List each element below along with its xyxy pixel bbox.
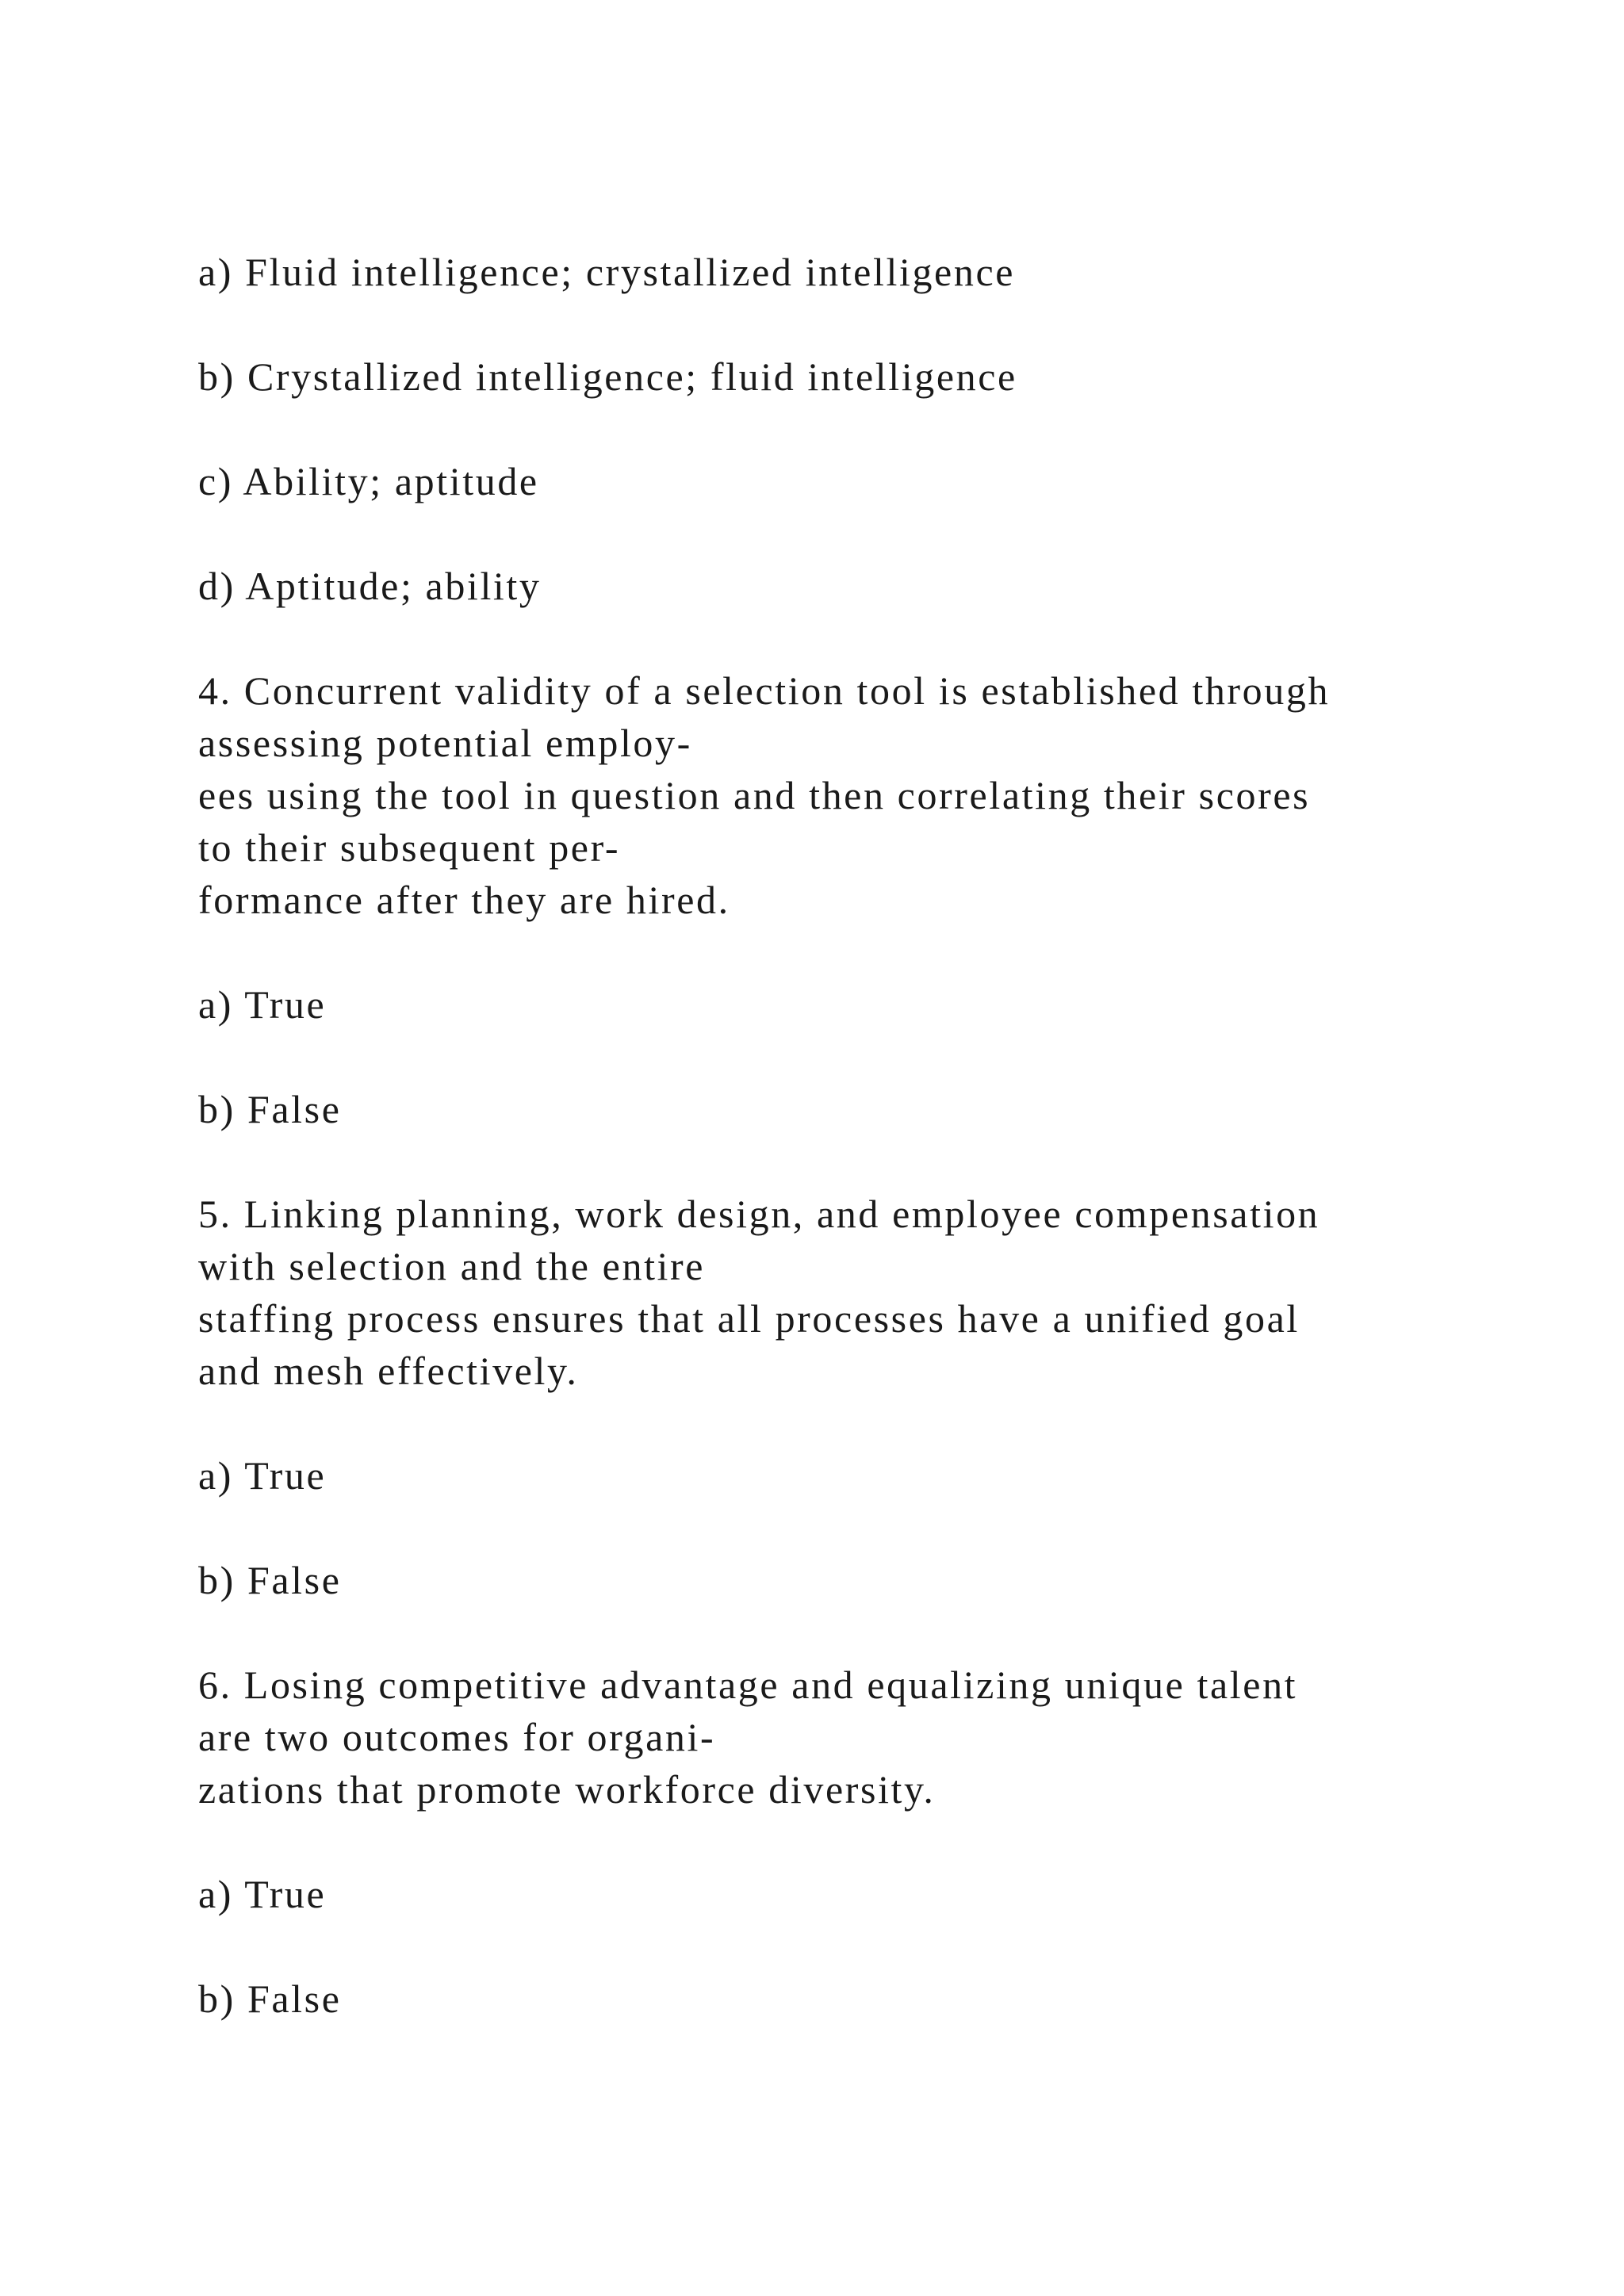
question-5-text <box>198 1188 1546 1397</box>
q6-option-b: b) False <box>198 1976 342 2021</box>
question-6-line: 6. Losing competitive advantage and equalizing unique talent <box>198 1663 1298 1707</box>
q3-option-d: d) Aptitude; ability <box>198 564 542 608</box>
question-6-line: are two outcomes for organi- <box>198 1715 716 1759</box>
question-4-line: to their subsequent per- <box>198 825 621 870</box>
q5-option-a: a) True <box>198 1453 327 1498</box>
q3-option-a: a) Fluid intelligence; crystallized intelligence <box>198 250 1016 294</box>
question-4-line: 4. Concurrent validity of a selection tool is established through <box>198 668 1331 713</box>
q3-option-b: b) Crystallized intelligence; fluid intelligence <box>198 354 1017 399</box>
question-4-text <box>198 664 1546 926</box>
document-body <box>198 246 1546 2077</box>
q3-option-c: c) Ability; aptitude <box>198 459 539 503</box>
question-4-line: formance after they are hired. <box>198 878 730 922</box>
question-6-line: zations that promote workforce diversity. <box>198 1767 936 1812</box>
q5-option-b: b) False <box>198 1558 342 1602</box>
question-5-line: 5. Linking planning, work design, and employee compensation <box>198 1192 1320 1236</box>
question-5-line: staffing process ensures that all processes have a unified goal <box>198 1296 1300 1341</box>
question-4-line: assessing potential employ- <box>198 721 692 765</box>
q6-option-a: a) True <box>198 1872 327 1916</box>
question-5-line: and mesh effectively. <box>198 1349 579 1393</box>
question-4-line: ees using the tool in question and then correlating their scores <box>198 773 1311 817</box>
q4-option-b: b) False <box>198 1087 342 1131</box>
question-5-line: with selection and the entire <box>198 1244 706 1288</box>
q4-option-a: a) True <box>198 982 327 1027</box>
question-6-text <box>198 1659 1546 1816</box>
